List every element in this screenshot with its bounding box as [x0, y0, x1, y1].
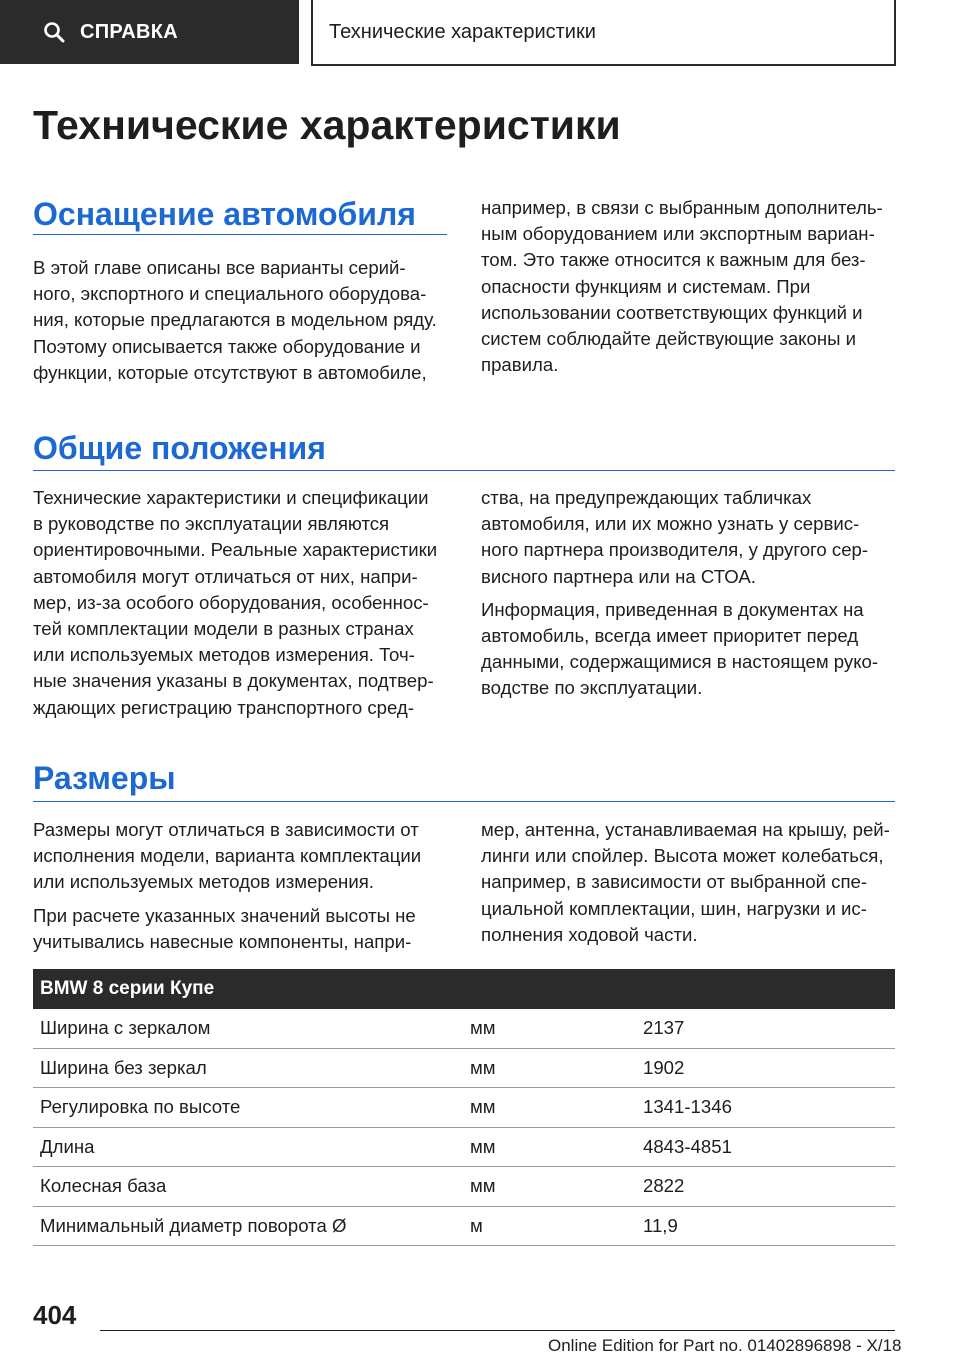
text-line: или используемых методов измерения. [33, 871, 374, 893]
text-line: например, в связи с выбранным дополнитель- [481, 197, 883, 218]
text-line: правила. [481, 354, 559, 376]
table-row [33, 1088, 895, 1128]
section-rule-equipment [33, 234, 447, 235]
text-line: например, в зависимости от выбранной спе- [481, 871, 868, 893]
text-line: мер, антенна, устанавливаемая на крышу, рей- [481, 819, 890, 840]
text-line: Размеры могут отличаться в зависимости от [33, 819, 419, 840]
text-line: ным оборудованием или экспортным вариан- [481, 223, 875, 245]
table-row [33, 1049, 895, 1089]
text-line: циальной комплектации, шин, нагрузки и ис- [481, 897, 867, 919]
row-unit: м [470, 1214, 483, 1236]
footer-rule [100, 1330, 895, 1331]
text-line: автомобиля, или их можно узнать у сервис- [481, 513, 860, 535]
row-label: Ширина без зеркал [40, 1056, 207, 1078]
text-line: ства, на предупреждающих табличках [481, 487, 812, 508]
equipment-left-text [33, 255, 437, 386]
table-row [33, 1009, 895, 1049]
text-line: Технические характеристики и спецификации [33, 487, 429, 508]
search-icon [42, 20, 66, 44]
text-line: ного, экспортного и специального оборудова- [33, 283, 427, 305]
footer-edition: Online Edition for Part no. 01402896898 - X/18 [548, 1336, 902, 1355]
text-line: водстве по эксплуатации. [481, 677, 703, 699]
section-title-equipment: Оснащение автомобиля [33, 196, 416, 232]
text-line: автомобиля могут отличаться от них, напри- [33, 565, 418, 587]
text-line: линги или спойлер. Высота может колебаться, [481, 845, 884, 867]
text-line: использовании соответствующих функций и [481, 301, 863, 323]
section-title-general: Общие положения [33, 430, 326, 466]
header-tab-label: СПРАВКА [80, 20, 179, 43]
row-label: Регулировка по высоте [40, 1096, 241, 1118]
row-value: 1341-1346 [643, 1096, 732, 1118]
table-row [33, 1128, 895, 1168]
row-label: Ширина с зеркалом [40, 1017, 211, 1039]
dimensions-left-text [33, 817, 421, 955]
row-label: Длина [40, 1135, 95, 1157]
section-rule-general [33, 470, 895, 471]
header-section-label: Технические характеристики [329, 20, 596, 43]
text-line: функции, которые отсутствуют в автомобиле, [33, 361, 427, 383]
page-number: 404 [33, 1300, 77, 1330]
row-value: 2822 [643, 1175, 685, 1197]
table-title: BMW 8 серии Купе [33, 969, 895, 1009]
row-unit: мм [470, 1096, 496, 1118]
section-title-dimensions: Размеры [33, 760, 176, 796]
text-line: полнения ходовой части. [481, 923, 698, 945]
text-line: автомобиль, всегда имеет приоритет перед [481, 625, 859, 647]
row-value: 11,9 [643, 1214, 678, 1236]
row-unit: мм [470, 1175, 496, 1197]
equipment-right-text [481, 195, 883, 378]
text-line: тей комплектации модели в разных странах [33, 618, 414, 640]
text-line: При расчете указанных значений высоты не [33, 904, 416, 926]
text-line: или используемых методов измерения. Точ- [33, 644, 415, 666]
text-line: ные значения указаны в документах, подтвер- [33, 670, 434, 692]
page-title: Технические характеристики [33, 102, 621, 148]
text-line: В этой главе описаны все варианты серий- [33, 257, 406, 278]
text-line: учитывались навесные компоненты, напри- [33, 930, 412, 952]
row-label: Колесная база [40, 1175, 167, 1197]
text-line: том. Это также относится к важным для без- [481, 249, 866, 271]
text-line: исполнения модели, варианта комплектации [33, 845, 422, 867]
header-section-box [311, 0, 896, 66]
text-line: Поэтому описывается также оборудование и [33, 335, 421, 357]
text-line: ния, которые предлагаются в модельном ряду. [33, 309, 437, 331]
table-row [33, 1207, 895, 1247]
general-right-text [481, 485, 878, 702]
text-line: Информация, приведенная в документах на [481, 598, 864, 620]
row-value: 1902 [643, 1056, 685, 1078]
row-unit: мм [470, 1017, 496, 1039]
header-tab[interactable] [0, 0, 299, 64]
row-unit: мм [470, 1135, 496, 1157]
row-label: Минимальный диаметр поворота Ø [40, 1214, 347, 1236]
dimensions-right-text [481, 817, 890, 948]
text-line: данными, содержащимися в настоящем руко- [481, 651, 879, 673]
text-line: в руководстве по эксплуатации являются [33, 513, 390, 535]
row-unit: мм [470, 1056, 496, 1078]
text-line: висного партнера или на СТОА. [481, 565, 756, 587]
table-row [33, 1167, 895, 1207]
text-line: опасности функциям и системам. При [481, 275, 811, 297]
dimensions-table [33, 969, 895, 1246]
text-line: ного партнера производителя, у другого сер- [481, 539, 869, 561]
general-left-text [33, 485, 437, 721]
text-line: ждающих регистрацию транспортного сред- [33, 696, 414, 718]
section-rule-dimensions [33, 801, 895, 802]
row-value: 4843-4851 [643, 1135, 732, 1157]
row-value: 2137 [643, 1017, 685, 1039]
text-line: систем соблюдайте действующие законы и [481, 328, 857, 350]
text-line: мер, из-за особого оборудования, особеннос- [33, 591, 429, 613]
text-line: ориентировочными. Реальные характеристики [33, 539, 438, 561]
